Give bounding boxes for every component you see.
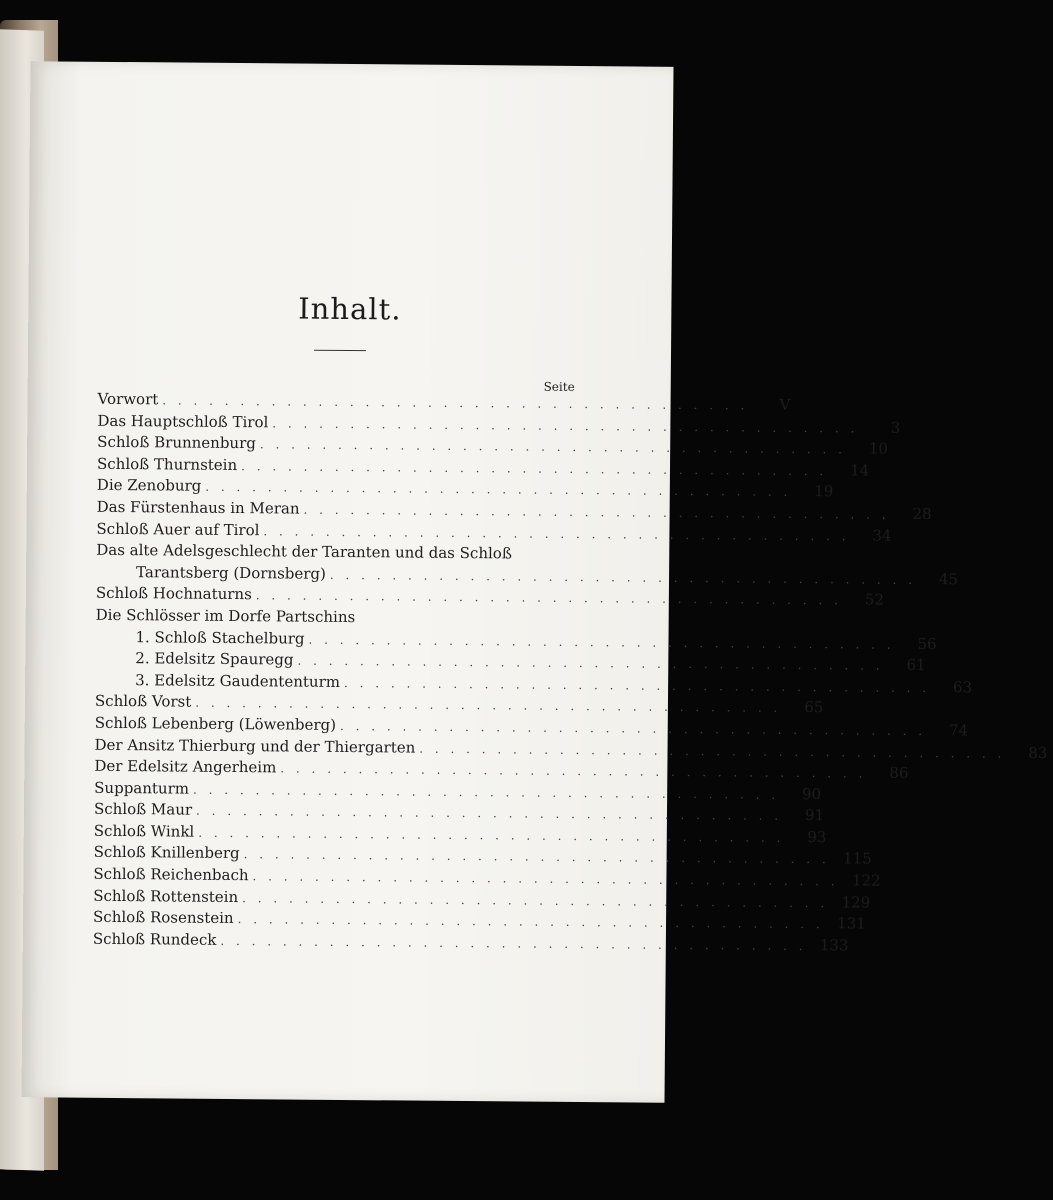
toc-entry: Schloß Rundeck . . . . . . . . . . . . . . . . . . . . . . . . . . . . . . . . . . . . . . 133 xyxy=(92,929,849,955)
toc-entry: Schloß Vorst . . . . . . . . . . . . . . . . . . . . . . . . . . . . . . . . . . . . . . 65 xyxy=(94,692,824,717)
toc-entry: Schloß Auer auf Tirol . . . . . . . . . . . . . . . . . . . . . . . . . . . . . . . . . . . . . . 34 xyxy=(96,519,892,545)
toc-entry: Schloß Reichenbach . . . . . . . . . . . . . . . . . . . . . . . . . . . . . . . . . . . . . . 122 xyxy=(93,864,881,890)
toc-entry: Tarantsberg (Dornsberg) . . . . . . . . . . . . . . . . . . . . . . . . . . . . . . . . . . . . . . 45 xyxy=(136,562,959,589)
toc-entry: Schloß Thurnstein . . . . . . . . . . . . . . . . . . . . . . . . . . . . . . . . . . . . . . 14 xyxy=(96,454,870,480)
toc-entry: Vorwort . . . . . . . . . . . . . . . . . . . . . . . . . . . . . . . . . . . . . . V xyxy=(97,389,791,414)
toc-entry: Schloß Maur . . . . . . . . . . . . . . . . . . . . . . . . . . . . . . . . . . . . . . 91 xyxy=(93,800,825,825)
title-rule xyxy=(314,350,366,351)
toc-entry: Das Fürstenhaus in Meran . . . . . . . . . . . . . . . . . . . . . . . . . . . . . . . . . . . . . . 28 xyxy=(96,497,932,524)
table-of-contents xyxy=(92,389,1048,955)
toc-entry: Schloß Winkl . . . . . . . . . . . . . . . . . . . . . . . . . . . . . . . . . . . . . . 93 xyxy=(93,821,827,847)
toc-entry: Schloß Knillenberg . . . . . . . . . . . . . . . . . . . . . . . . . . . . . . . . . . . . . . 115 xyxy=(93,843,872,869)
toc-entry: 3. Edelsitz Gaudententurm . . . . . . . . . . . . . . . . . . . . . . . . . . . . . . . . . . . . . . 63 xyxy=(135,670,973,697)
toc-entry: Schloß Hochnaturns . . . . . . . . . . . . . . . . . . . . . . . . . . . . . . . . . . . . . . 52 xyxy=(95,584,884,610)
toc-entry: Der Edelsitz Angerheim . . . . . . . . . . . . . . . . . . . . . . . . . . . . . . . . . . . . . . 86 xyxy=(94,756,909,782)
book-page xyxy=(21,61,1048,1103)
page-title: Inhalt. xyxy=(298,291,402,327)
toc-entry: Das Hauptschloß Tirol . . . . . . . . . . . . . . . . . . . . . . . . . . . . . . . . . . . . . . 3 xyxy=(97,411,901,437)
toc-entry: Suppanturm . . . . . . . . . . . . . . . . . . . . . . . . . . . . . . . . . . . . . . 90 xyxy=(94,778,822,803)
toc-entry: Der Ansitz Thierburg und der Thiergarten . . . . . . . . . . . . . . . . . . . . . . . . . . . . . . . . . . . . . . 83 xyxy=(94,735,1048,762)
toc-entry: Schloß Rosenstein . . . . . . . . . . . . . . . . . . . . . . . . . . . . . . . . . . . . . . 131 xyxy=(92,908,866,933)
toc-entry: 2. Edelsitz Spauregg . . . . . . . . . . . . . . . . . . . . . . . . . . . . . . . . . . . . . . 61 xyxy=(135,649,926,675)
toc-entry: 1. Schloß Stachelburg . . . . . . . . . . . . . . . . . . . . . . . . . . . . . . . . . . . . . . 56 xyxy=(135,627,937,653)
toc-entry: Die Zenoburg . . . . . . . . . . . . . . . . . . . . . . . . . . . . . . . . . . . . . . 19 xyxy=(96,476,834,501)
toc-entry: Schloß Rottenstein . . . . . . . . . . . . . . . . . . . . . . . . . . . . . . . . . . . . . . 129 xyxy=(93,886,871,912)
toc-entry: Das alte Adelsgeschlecht der Taranten und das Schloß xyxy=(96,540,512,563)
page-column-header: Seite xyxy=(543,379,575,394)
toc-entry: Schloß Lebenberg (Löwenberg) . . . . . . . . . . . . . . . . . . . . . . . . . . . . . . . . . . . . . . 74 xyxy=(94,713,969,740)
toc-entry: Die Schlösser im Dorfe Partschins xyxy=(95,605,356,627)
toc-entry: Schloß Brunnenburg . . . . . . . . . . . . . . . . . . . . . . . . . . . . . . . . . . . . . . 10 xyxy=(97,432,889,458)
